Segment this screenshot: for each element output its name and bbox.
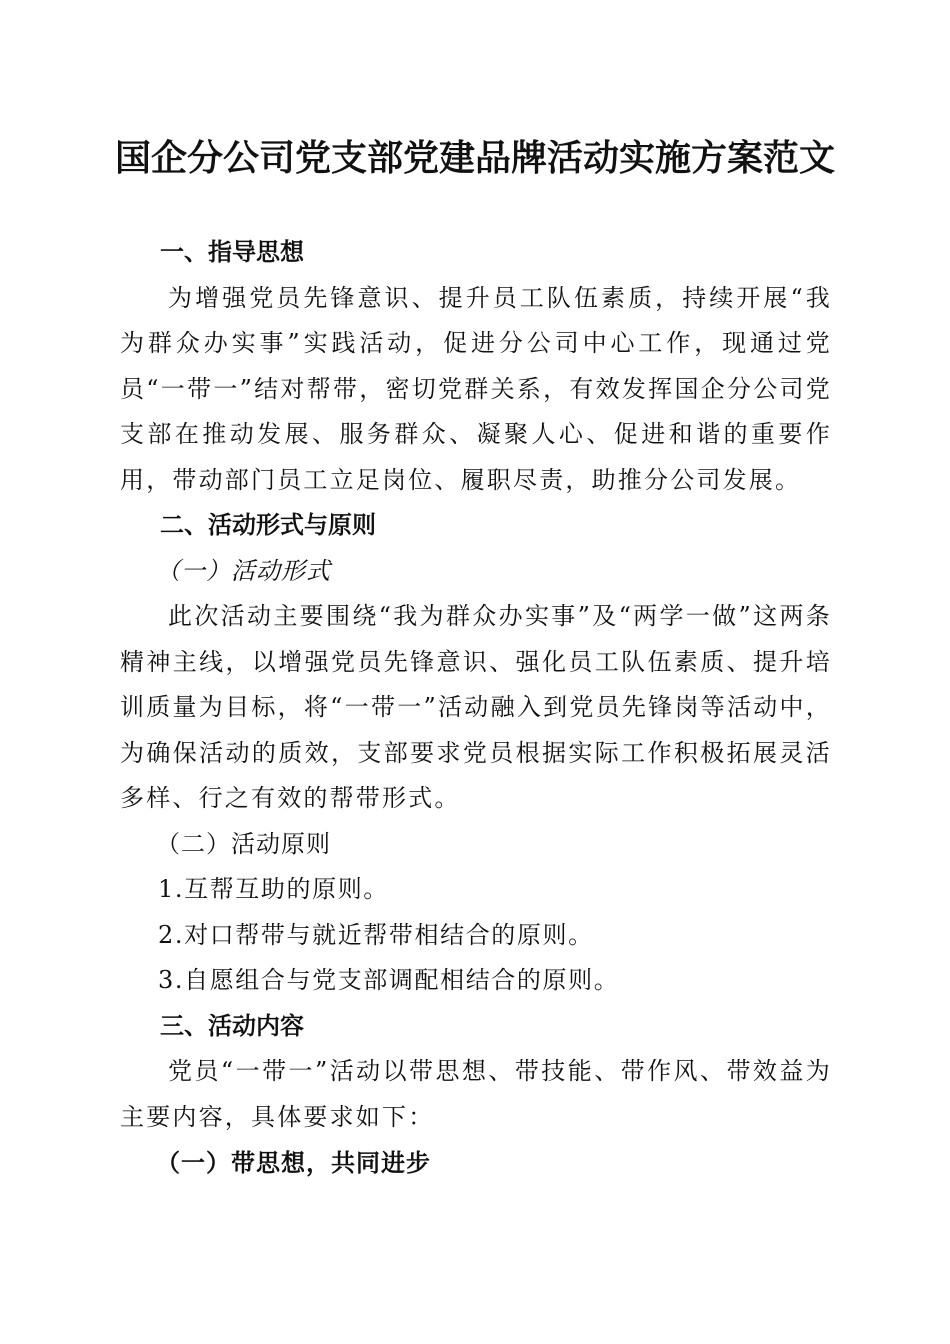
section-3-paragraph: 党员“一带一”活动以带思想、带技能、带作风、带效益为主要内容，具体要求如下： [120,1057,832,1131]
section-heading-3: 三、活动内容 [160,1011,304,1040]
section-heading-2: 二、活动形式与原则 [160,511,376,539]
document-title: 国企分公司党支部党建品牌活动实施方案范文 [114,137,835,179]
section-1-paragraph: 为增强党员先锋意识、提升员工队伍素质，持续开展“我为群众办实事”实践活动，促进分公司中心工作，现通过党员“一带一”结对帮带，密切党群关系，有效发挥国企分公司党支部在推动发展、服务群众、凝聚人心、促进和谐的重要作用，带动部门员工立足岗位、履职尽责，助推分公司发展。 [120,283,832,494]
principle-item: 2.对口帮带与就近帮带相结合的原则。 [158,920,594,949]
subheading-thought: （一）带思想，共同进步 [156,1148,431,1177]
section-heading-1: 一、指导思想 [160,238,304,266]
principle-item: 3.自愿组合与党支部调配相结合的原则。 [158,966,620,994]
activity-form-paragraph: 此次活动主要围绕“我为群众办实事”及“两学一做”这两条精神主线，以增强党员先锋意识、强化员工队伍素质、提升培训质量为目标，将“一带一”活动融入到党员先锋岗等活动中，为确保活动的质效，支部要求党员根据实际工作积极拓展灵活多样、行之有效的帮带形式。 [120,602,832,812]
subheading-activity-form: （一）活动形式 [156,556,331,585]
principle-item: 1.互帮互助的原则。 [158,875,389,903]
subheading-activity-principles: （二）活动原则 [156,829,331,858]
document-body [120,230,832,1186]
